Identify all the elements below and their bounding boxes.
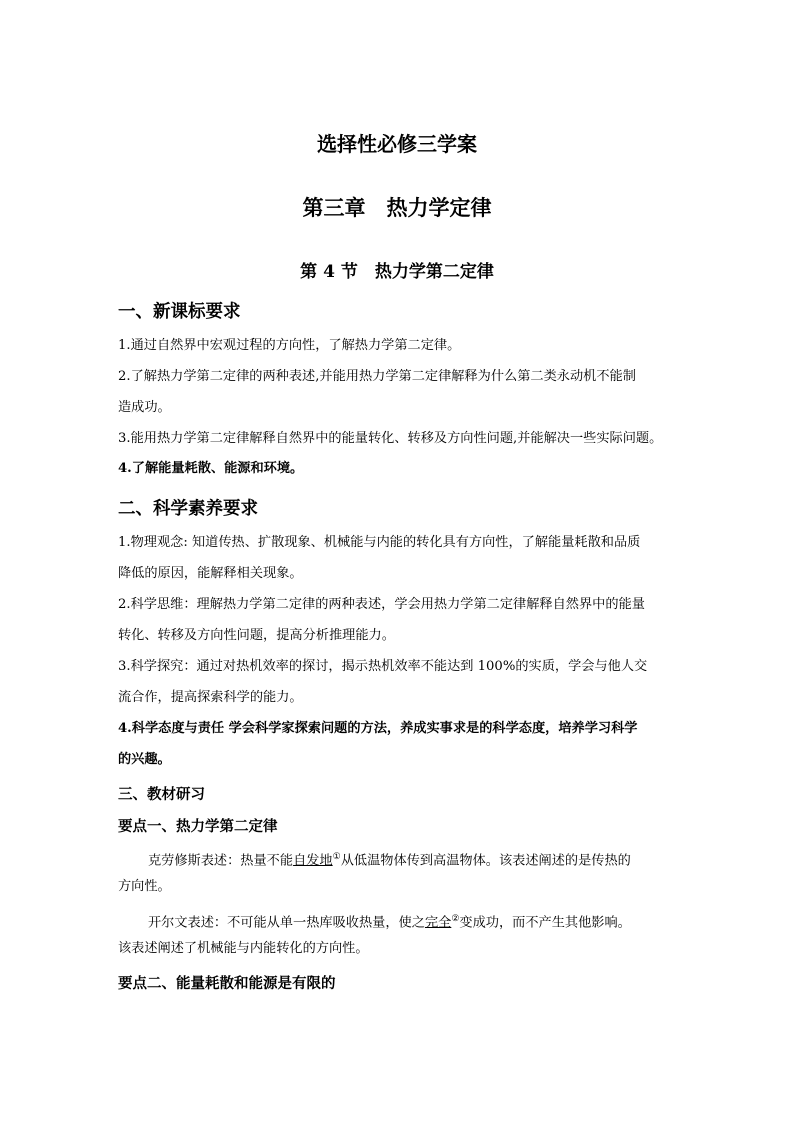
footnote-marker: ① bbox=[332, 852, 341, 862]
heading-textbook-study: 三、教材研习 bbox=[118, 786, 205, 803]
heading-curriculum-requirements: 一、新课标要求 bbox=[118, 302, 241, 322]
kelvin-underlined: 完全 bbox=[424, 915, 452, 931]
text-line: 3.能用热力学第二定律解释自然界中的能量转化、转移及方向性问题,并能解决一些实际问题。 bbox=[118, 431, 663, 446]
clausius-text-a: 克劳修斯表述：热量不能 bbox=[148, 853, 294, 869]
heading-literacy-requirements: 二、科学素养要求 bbox=[118, 499, 258, 519]
footnote-marker: ② bbox=[451, 914, 460, 924]
text-line: 该表述阐述了机械能与内能转化的方向性。 bbox=[118, 941, 369, 956]
text-line: 流合作，提高探索科学的能力。 bbox=[118, 690, 303, 705]
text-line: 方向性。 bbox=[118, 879, 171, 894]
clausius-statement bbox=[148, 848, 631, 870]
chapter-title: 第三章 热力学定律 bbox=[302, 195, 492, 220]
text-line: 1.物理观念: 知道传热、扩散现象、机械能与内能的转化具有方向性，了解能量耗散和品质 bbox=[118, 535, 641, 550]
section-title: 第 4 节 热力学第二定律 bbox=[300, 262, 494, 282]
text-line: 降低的原因，能解释相关现象。 bbox=[118, 566, 303, 581]
text-line: 1.通过自然界中宏观过程的方向性，了解热力学第二定律。 bbox=[118, 338, 461, 353]
heading-point-one: 要点一、热力学第二定律 bbox=[118, 818, 278, 835]
text-line: 4.了解能量耗散、能源和环境。 bbox=[118, 461, 304, 476]
text-line: 的兴趣。 bbox=[118, 752, 171, 767]
clausius-text-b: 从低温物体传到高温物体。该表述阐述的是传热的 bbox=[340, 853, 631, 869]
text-line: 3.科学探究：通过对热机效率的探讨，揭示热机效率不能达到 100%的实质，学会与他人交 bbox=[118, 659, 648, 674]
clausius-underlined: 自发地 bbox=[293, 853, 333, 869]
kelvin-statement bbox=[148, 910, 631, 932]
text-line: 2.了解热力学第二定律的两种表述,并能用热力学第二定律解释为什么第二类永动机不能制 bbox=[118, 369, 636, 384]
text-line: 转化、转移及方向性问题，提高分析推理能力。 bbox=[118, 628, 395, 643]
text-line: 造成功。 bbox=[118, 400, 171, 415]
text-line: 2.科学思维：理解热力学第二定律的两种表述，学会用热力学第二定律解释自然界中的能量 bbox=[118, 597, 645, 612]
text-line: 4.科学态度与责任 学会科学家探索问题的方法，养成实事求是的科学态度，培养学习科学 bbox=[118, 721, 638, 736]
kelvin-text-b: 变成功，而不产生其他影响。 bbox=[459, 915, 631, 931]
kelvin-text-a: 开尔文表述：不可能从单一热库吸收热量，使之 bbox=[148, 915, 425, 931]
book-title: 选择性必修三学案 bbox=[317, 132, 477, 156]
heading-point-two: 要点二、能量耗散和能源是有限的 bbox=[118, 975, 336, 992]
